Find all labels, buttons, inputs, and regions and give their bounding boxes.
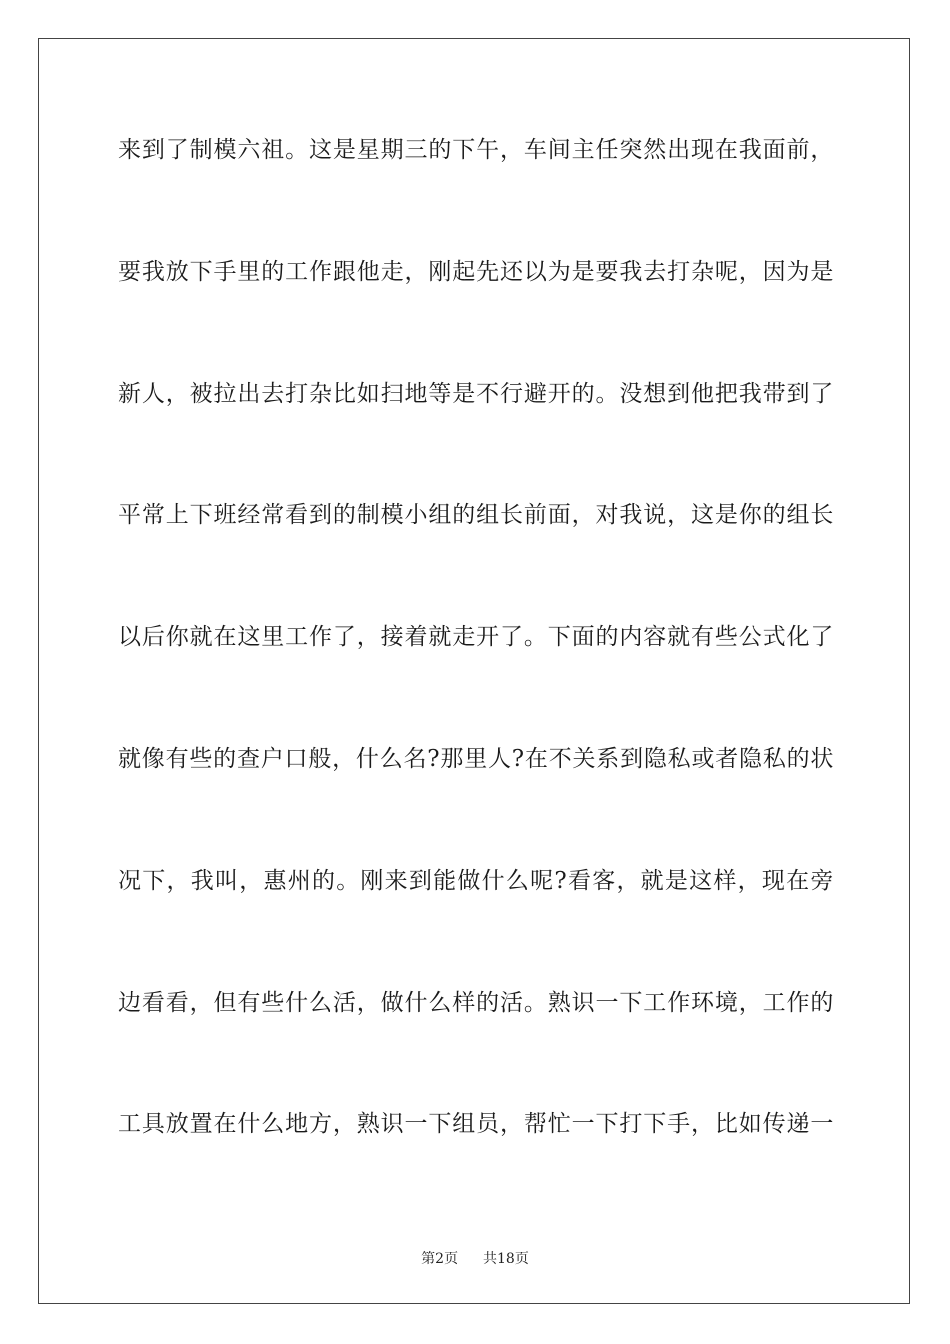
text-line: 来到了制模六祖。这是星期三的下午，车间主任突然出现在我面前，	[118, 137, 834, 163]
text-line: 工具放置在什么地方，熟识一下组员，帮忙一下打下手，比如传递一	[118, 1111, 834, 1138]
page-footer	[0, 1248, 950, 1268]
text-line: 以后你就在这里工作了，接着就走开了。下面的内容就有些公式化了	[118, 624, 834, 651]
page-total: 共18页	[483, 1251, 529, 1267]
page-number: 第2页	[421, 1251, 459, 1267]
text-line: 边看看，但有些什么活，做什么样的活。熟识一下工作环境，工作的	[118, 989, 834, 1016]
text-line: 平常上下班经常看到的制模小组的组长前面，对我说，这是你的组长	[118, 502, 834, 529]
document-body	[118, 128, 834, 1224]
text-line: 新人，被拉出去打杂比如扫地等是不行避开的。没想到他把我带到了	[118, 380, 834, 407]
text-line: 况下，我叫，惠州的。刚来到能做什么呢?看客，就是这样，现在旁	[118, 867, 834, 894]
text-line: 就像有些的查户口般，什么名?那里人?在不关系到隐私或者隐私的状	[118, 745, 834, 772]
text-line: 要我放下手里的工作跟他走，刚起先还以为是要我去打杂呢，因为是	[118, 258, 834, 285]
